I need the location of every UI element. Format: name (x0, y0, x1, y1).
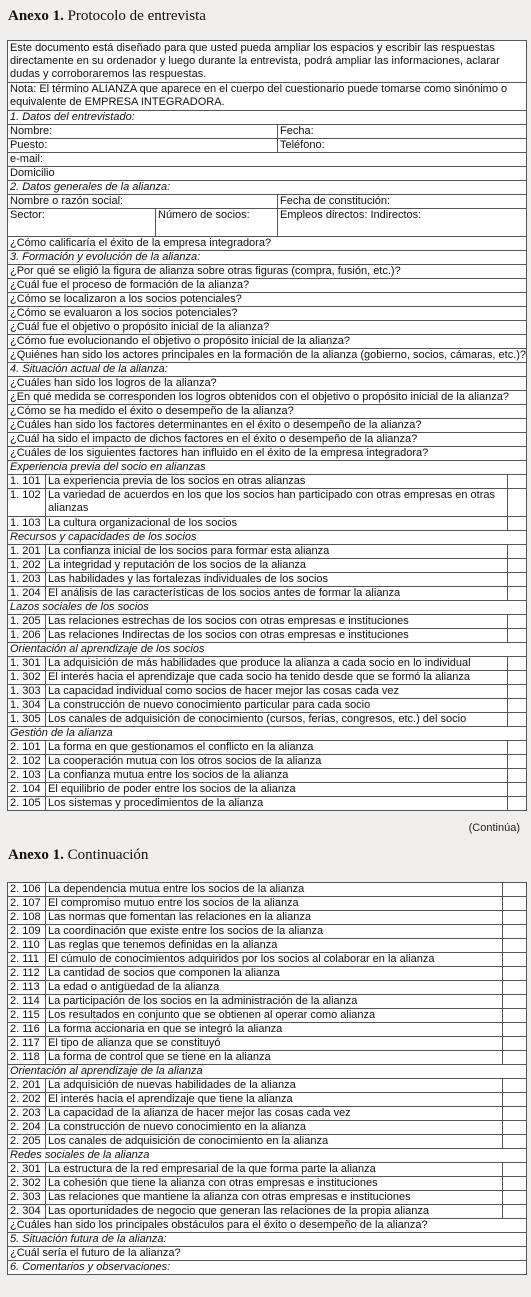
formation-question-text: ¿Cómo se localizaron a los socios potenciales? (10, 293, 242, 305)
factor-row (8, 489, 526, 517)
formation-question-text: ¿Cuál fue el objetivo o propósito inicial de la alianza? (10, 321, 270, 333)
factor-text: La construcción de nuevo conocimiento en la alianza (45, 1121, 502, 1134)
factor-row (8, 925, 526, 939)
situation-question (8, 377, 526, 391)
factor-code: 2. 116 (10, 1023, 40, 1035)
factor-answer-cell[interactable] (507, 713, 526, 726)
factor-text: La forma accionaria en que se integró la alianza (45, 1023, 502, 1036)
factor-row (8, 615, 526, 629)
factor-row (8, 587, 526, 601)
factor-answer-cell[interactable] (502, 1163, 526, 1176)
factor-text: La capacidad de la alianza de hacer mejor las cosas cada vez (45, 1107, 502, 1120)
group-header (8, 601, 526, 615)
factor-text: La capacidad individual como socios de hacer mejor las cosas cada vez (45, 685, 507, 698)
factor-answer-cell[interactable] (507, 741, 526, 754)
factor-text: La construcción de nuevo conocimiento particular para cada socio (45, 699, 507, 712)
factor-row (8, 1107, 526, 1121)
formation-question (8, 293, 526, 307)
factor-answer-cell[interactable] (502, 1051, 526, 1064)
group-header (8, 461, 526, 475)
email-row (8, 153, 526, 167)
factor-text: El análisis de las características de los socios antes de formar la alianza (45, 587, 507, 600)
factor-row (8, 1009, 526, 1023)
factor-answer-cell[interactable] (507, 475, 526, 488)
factor-answer-cell[interactable] (502, 1191, 526, 1204)
annex1-cont-title: Anexo 1. Continuación (8, 847, 149, 863)
interview-protocol-table-continued (7, 882, 527, 1275)
factor-text: La integridad y reputación de los socios de la alianza (45, 559, 507, 572)
factor-code: 2. 303 (10, 1191, 41, 1203)
factor-row (8, 939, 526, 953)
situation-question-text: ¿Cuáles han sido los factores determinantes en el éxito o desempeño de la alianza? (10, 419, 422, 431)
factor-answer-cell[interactable] (507, 573, 526, 586)
formation-question (8, 349, 526, 363)
factor-text: Las relaciones estrechas de los socios con otras empresas e instituciones (45, 615, 507, 628)
group-header (8, 643, 526, 657)
group-header-text: Recursos y capacidades de los socios (10, 531, 197, 543)
domicilio-row (8, 167, 526, 181)
factor-row (8, 545, 526, 559)
situation-question-text: ¿Cómo se ha medido el éxito o desempeño de la alianza? (10, 405, 294, 417)
razon-social-row (8, 195, 526, 209)
puesto-field[interactable]: Puesto: (10, 139, 48, 151)
factor-answer-cell[interactable] (502, 1177, 526, 1190)
razon-social-field[interactable]: Nombre o razón social: (10, 195, 124, 207)
email-field[interactable]: e-mail: (10, 153, 44, 165)
factor-code: 2. 203 (10, 1107, 41, 1119)
factor-text: La coordinación que existe entre los socios de la alianza (45, 925, 502, 938)
factor-text: La dependencia mutua entre los socios de la alianza (45, 883, 502, 896)
factor-code: 2. 106 (10, 883, 41, 895)
factor-row (8, 897, 526, 911)
factor-row (8, 967, 526, 981)
factor-answer-cell[interactable] (502, 1009, 526, 1022)
group-header-text: Gestión de la alianza (10, 727, 113, 739)
factor-answer-cell[interactable] (507, 685, 526, 698)
section-3-header: 3. Formación y evolución de la alianza: (8, 251, 526, 265)
factor-text: Las habilidades y las fortalezas individuales de los socios (45, 573, 507, 586)
factor-text: La experiencia previa de los socios en otras alianzas (45, 475, 507, 488)
factor-row (8, 953, 526, 967)
factor-code: 2. 204 (10, 1121, 41, 1133)
factor-row (8, 657, 526, 671)
formation-question-text: ¿Por qué se eligió la figura de alianza sobre otras figuras (compra, fusión, etc.)? (10, 265, 401, 277)
factor-answer-cell[interactable] (507, 699, 526, 712)
factor-code: 2. 302 (10, 1177, 41, 1189)
factor-answer-cell[interactable] (502, 1205, 526, 1218)
factor-row (8, 755, 526, 769)
sector-field[interactable]: Sector: (10, 209, 45, 221)
factor-answer-cell[interactable] (502, 967, 526, 980)
factor-text: La estructura de la red empresarial de la que forma parte la alianza (45, 1163, 502, 1176)
annex1-title: Anexo 1. Protocolo de entrevista (8, 8, 206, 24)
situation-question (8, 433, 526, 447)
factor-row (8, 883, 526, 897)
interview-protocol-table (7, 40, 527, 811)
factor-answer-cell[interactable] (502, 1107, 526, 1120)
factor-code: 2. 201 (10, 1079, 41, 1091)
situation-question (8, 391, 526, 405)
factor-code: 1. 102 (10, 489, 41, 501)
factor-row (8, 475, 526, 489)
factor-code: 2. 112 (10, 967, 40, 979)
factor-row (8, 741, 526, 755)
factor-row (8, 1135, 526, 1149)
factor-row (8, 1121, 526, 1135)
group-header-text: Orientación al aprendizaje de los socios (10, 643, 205, 655)
factor-answer-cell[interactable] (507, 545, 526, 558)
note-row (8, 83, 526, 111)
factor-row (8, 629, 526, 643)
section-6-header: 6. Comentarios y observaciones: (8, 1261, 526, 1275)
factor-code: 2. 108 (10, 911, 41, 923)
factor-code: 2. 104 (10, 783, 41, 795)
factor-text: La confianza mutua entre los socios de la alianza (45, 769, 507, 782)
factor-code: 1. 204 (10, 587, 41, 599)
factor-code: 2. 101 (10, 741, 41, 753)
factor-row (8, 995, 526, 1009)
factor-answer-cell[interactable] (502, 953, 526, 966)
group-header (8, 727, 526, 741)
factor-code: 2. 205 (10, 1135, 41, 1147)
factor-code: 2. 107 (10, 897, 41, 909)
formation-question-text: ¿Quiénes han sido los actores principales en la formación de la alianza (gobierno, socios, cámaras, etc.)? (10, 349, 526, 361)
group-header: Redes sociales de la alianza (8, 1149, 526, 1163)
factor-code: 2. 111 (10, 953, 39, 965)
factor-text: Los canales de adquisición de conocimiento (cursos, ferias, congresos, etc.) del socio (45, 713, 507, 726)
factor-text: La adquisición de nuevas habilidades de la alianza (45, 1079, 502, 1092)
factor-text: El cúmulo de conocimientos adquiridos por los socios al colaborar en la alianza (45, 953, 502, 966)
factor-text: Las normas que fomentan las relaciones en la alianza (45, 911, 502, 924)
fecha-constitucion-field[interactable]: Fecha de constitución: (277, 195, 526, 208)
factor-row (8, 713, 526, 727)
formation-question (8, 265, 526, 279)
factor-text: El interés hacia el aprendizaje que cada socio ha tenido desde que se formó la alianza (45, 671, 507, 684)
obstaculos-question-row: ¿Cuáles han sido los principales obstáculos para el éxito o desempeño de la alianza? (8, 1219, 526, 1233)
factor-text: La variedad de acuerdos en los que los socios han participado con otras empresas en otras alianzas (45, 489, 507, 516)
factor-answer-cell[interactable] (507, 657, 526, 670)
factor-answer-cell[interactable] (507, 769, 526, 782)
factor-code: 2. 109 (10, 925, 41, 937)
factor-answer-cell[interactable] (502, 1135, 526, 1148)
section-1-header: 1. Datos del entrevistado: (8, 111, 526, 125)
factor-text: La cooperación mutua con los otros socios de la alianza (45, 755, 507, 768)
factor-text: Las oportunidades de negocio que generan las relaciones de la propia alianza (45, 1205, 502, 1218)
group-header-text: Experiencia previa del socio en alianzas (10, 461, 206, 473)
factor-text: Los resultados en conjunto que se obtienen al operar como alianza (45, 1009, 502, 1022)
formation-question-text: ¿Cómo se evaluaron a los socios potenciales? (10, 307, 238, 319)
situation-question (8, 447, 526, 461)
factor-row (8, 1037, 526, 1051)
factor-row (8, 699, 526, 713)
factor-answer-cell[interactable] (507, 797, 526, 810)
factor-answer-cell[interactable] (502, 1023, 526, 1036)
factor-text: Las reglas que tenemos definidas en la alianza (45, 939, 502, 952)
factor-text: La forma de control que se tiene en la alianza (45, 1051, 502, 1064)
sector-row (8, 209, 526, 237)
factor-answer-cell[interactable] (507, 783, 526, 796)
formation-question-text: ¿Cómo fue evolucionando el objetivo o propósito inicial de la alianza? (10, 335, 350, 347)
factor-answer-cell[interactable] (502, 897, 526, 910)
factor-answer-cell[interactable] (502, 1079, 526, 1092)
group-header (8, 531, 526, 545)
futuro-question-row: ¿Cuál sería el futuro de la alianza? (8, 1247, 526, 1261)
factor-row (8, 1093, 526, 1107)
factor-answer-cell[interactable] (507, 755, 526, 768)
factor-answer-cell[interactable] (507, 587, 526, 600)
factor-row (8, 783, 526, 797)
factor-answer-cell[interactable] (502, 939, 526, 952)
factor-row (8, 1023, 526, 1037)
note-text: Nota: El término ALIANZA que aparece en el cuerpo del cuestionario puede tomarse como sinónimo o equivalente de EMPRESA INTEGRADORA. (10, 83, 508, 108)
group-header-text: Lazos sociales de los socios (10, 601, 149, 613)
factor-code: 2. 115 (10, 1009, 40, 1021)
group-header: Orientación al aprendizaje de la alianza (8, 1065, 526, 1079)
situation-question-text: ¿Cuáles de los siguientes factores han influido en el éxito de la empresa integradora? (10, 447, 429, 459)
factor-code: 2. 102 (10, 755, 41, 767)
factor-code: 1. 203 (10, 573, 41, 585)
factor-code: 2. 110 (10, 939, 40, 951)
formation-question (8, 335, 526, 349)
factor-row (8, 1051, 526, 1065)
factor-answer-cell[interactable] (502, 925, 526, 938)
factor-text: La adquisición de más habilidades que produce la alianza a cada socio en lo individual (45, 657, 507, 670)
factor-answer-cell[interactable] (507, 517, 526, 530)
factor-text: Las relaciones Indirectas de los socios con otras empresas e instituciones (45, 629, 507, 642)
situation-question-text: ¿Cuáles han sido los logros de la alianza? (10, 377, 217, 389)
situation-question-text: ¿En qué medida se corresponden los logros obtenidos con el objetivo o propósito inicial de la alianza? (10, 391, 509, 403)
factor-code: 1. 304 (10, 699, 41, 711)
factor-code: 2. 301 (10, 1163, 41, 1175)
factor-row (8, 769, 526, 783)
fecha-field[interactable]: Fecha: (277, 125, 526, 138)
factor-text: La confianza inicial de los socios para formar esta alianza (45, 545, 507, 558)
numero-socios-field[interactable]: Número de socios: (155, 209, 277, 236)
factor-text: La forma en que gestionamos el conflicto en la alianza (45, 741, 507, 754)
factor-answer-cell[interactable] (507, 489, 526, 516)
factor-code: 1. 303 (10, 685, 41, 697)
factor-text: El tipo de alianza que se constituyó (45, 1037, 502, 1050)
factor-text: La cantidad de socios que componen la alianza (45, 967, 502, 980)
factor-row (8, 517, 526, 531)
factor-row (8, 1205, 526, 1219)
factor-code: 1. 103 (10, 517, 41, 529)
formation-question (8, 321, 526, 335)
factor-code: 2. 304 (10, 1205, 41, 1217)
factor-text: Los canales de adquisición de conocimiento en la alianza (45, 1135, 502, 1148)
factor-row (8, 1079, 526, 1093)
intro-text: Este documento está diseñado para que usted pueda ampliar los espacios y escribir las respuestas directamente en su ordenador y luego durante la entrevista, podrá ampliar las informaciones, aclarar dudas y corroboraremos las respuestas. (10, 42, 500, 80)
formation-question (8, 279, 526, 293)
factor-code: 1. 201 (10, 545, 41, 557)
exito-question-row: ¿Cómo calificaría el éxito de la empresa integradora? (8, 237, 526, 251)
intro-row (8, 41, 526, 83)
factor-row (8, 573, 526, 587)
section-2-header: 2. Datos generales de la alianza: (8, 181, 526, 195)
puesto-telefono-row (8, 139, 526, 153)
factor-row (8, 1163, 526, 1177)
factor-answer-cell[interactable] (507, 629, 526, 642)
factor-row (8, 559, 526, 573)
factor-code: 2. 202 (10, 1093, 41, 1105)
factor-code: 1. 202 (10, 559, 41, 571)
factor-answer-cell[interactable] (502, 883, 526, 896)
factor-answer-cell[interactable] (502, 981, 526, 994)
factor-answer-cell[interactable] (507, 559, 526, 572)
factor-code: 1. 206 (10, 629, 41, 641)
factor-code: 2. 113 (10, 981, 40, 993)
factor-row (8, 981, 526, 995)
empleos-field[interactable]: Empleos directos: Indirectos: (277, 209, 526, 236)
factor-text: El compromiso mutuo entre los socios de la alianza (45, 897, 502, 910)
factor-code: 2. 105 (10, 797, 41, 809)
factor-row (8, 1191, 526, 1205)
domicilio-field[interactable]: Domicilio (10, 167, 55, 179)
factor-text: El equilibrio de poder entre los socios de la alianza (45, 783, 507, 796)
factor-code: 2. 114 (10, 995, 40, 1007)
factor-code: 2. 117 (10, 1037, 40, 1049)
factor-row (8, 685, 526, 699)
factor-answer-cell[interactable] (502, 1121, 526, 1134)
nombre-field[interactable]: Nombre: (10, 125, 53, 137)
factor-code: 1. 305 (10, 713, 41, 725)
factor-text: Los sistemas y procedimientos de la alianza (45, 797, 507, 810)
situation-question (8, 419, 526, 433)
factor-answer-cell[interactable] (502, 995, 526, 1008)
factor-text: Las relaciones que mantiene la alianza con otras empresas e instituciones (45, 1191, 502, 1204)
factor-answer-cell[interactable] (502, 1093, 526, 1106)
formation-question (8, 307, 526, 321)
nombre-fecha-row (8, 125, 526, 139)
section-4-header: 4. Situación actual de la alianza: (8, 363, 526, 377)
factor-text: La cultura organizacional de los socios (45, 517, 507, 530)
factor-text: La edad o antigüedad de la alianza (45, 981, 502, 994)
factor-code: 2. 103 (10, 769, 41, 781)
factor-code: 1. 302 (10, 671, 41, 683)
factor-text: La cohesión que tiene la alianza con otras empresas e instituciones (45, 1177, 502, 1190)
continua-label: (Continúa) (468, 822, 520, 834)
factor-code: 2. 118 (10, 1051, 40, 1063)
factor-code: 1. 205 (10, 615, 41, 627)
formation-question-text: ¿Cuál fue el proceso de formación de la alianza? (10, 279, 250, 291)
factor-answer-cell[interactable] (502, 911, 526, 924)
factor-answer-cell[interactable] (507, 615, 526, 628)
factor-row (8, 1177, 526, 1191)
factor-text: La participación de los socios en la administración de la alianza (45, 995, 502, 1008)
factor-answer-cell[interactable] (502, 1037, 526, 1050)
situation-question (8, 405, 526, 419)
situation-question-text: ¿Cuál ha sido el impacto de dichos factores en el éxito o desempeño de la alianza? (10, 433, 418, 445)
factor-row (8, 911, 526, 925)
factor-code: 1. 101 (10, 475, 41, 487)
factor-answer-cell[interactable] (507, 671, 526, 684)
factor-row (8, 671, 526, 685)
factor-code: 1. 301 (10, 657, 41, 669)
section-5-header: 5. Situación futura de la alianza: (8, 1233, 526, 1247)
factor-text: El interés hacia el aprendizaje que tiene la alianza (45, 1093, 502, 1106)
factor-row (8, 797, 526, 811)
telefono-field[interactable]: Teléfono: (277, 139, 526, 152)
